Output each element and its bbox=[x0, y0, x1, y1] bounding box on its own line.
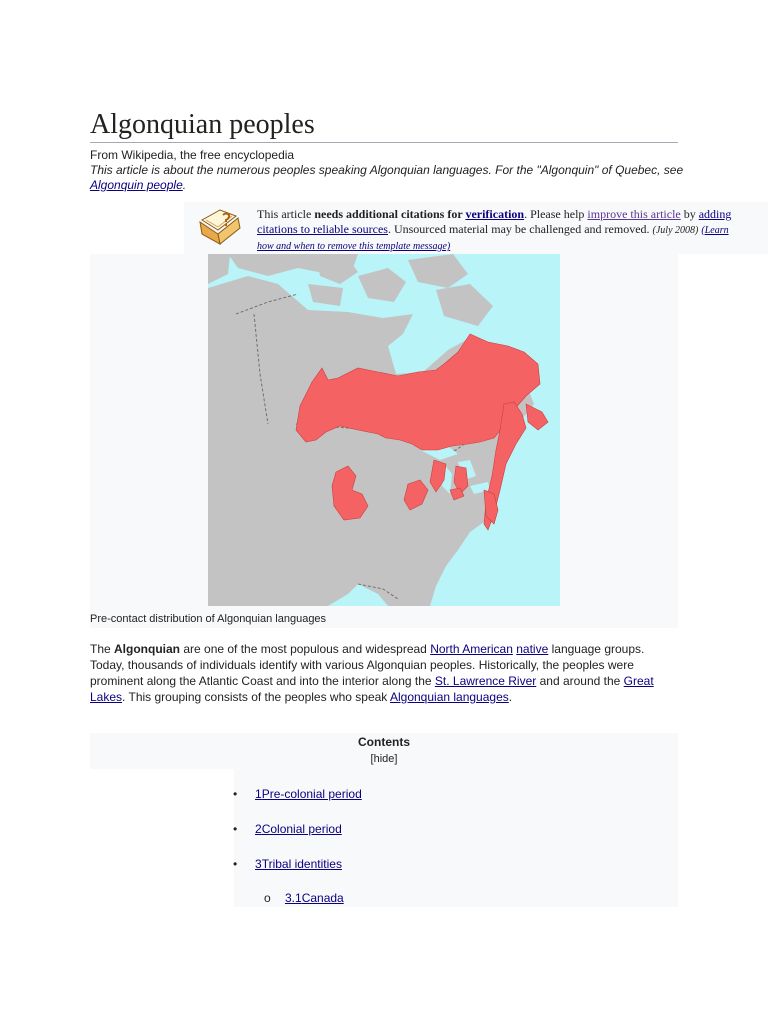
notice-date: (July 2008) bbox=[652, 225, 699, 236]
notice-text-3: by bbox=[680, 207, 699, 221]
algonquin-people-link[interactable]: Algonquin people bbox=[90, 178, 183, 192]
book-question-icon bbox=[196, 208, 244, 248]
toc-label: Colonial period bbox=[261, 822, 342, 836]
toc-number: 2 bbox=[255, 822, 262, 836]
citation-notice-box bbox=[184, 202, 768, 254]
intro-text-7: . bbox=[508, 690, 513, 704]
notice-text-2: . Please help bbox=[524, 207, 588, 221]
great-lakes-link[interactable]: Great Lakes bbox=[90, 674, 654, 704]
toc-label: Canada bbox=[301, 891, 344, 905]
native-link[interactable]: native bbox=[516, 642, 549, 656]
intro-bold-term: Algonquian bbox=[114, 642, 181, 656]
notice-bold: needs additional citations for bbox=[314, 207, 466, 221]
distribution-map[interactable] bbox=[208, 254, 560, 606]
adding-citations-link[interactable]: adding citations to reliable sources bbox=[257, 207, 732, 236]
citation-notice-text bbox=[257, 207, 733, 254]
intro-paragraph bbox=[90, 641, 656, 705]
learn-how-link[interactable]: (Learn how and when to remove this template message) bbox=[257, 225, 729, 252]
toc-item-pre-colonial[interactable] bbox=[255, 787, 362, 801]
toc-header bbox=[90, 733, 678, 769]
toc-number: 1 bbox=[255, 787, 262, 801]
intro-text-2: are one of the most populous and widespread bbox=[180, 642, 431, 656]
intro-text-6: . This grouping consists of the peoples who speak bbox=[122, 690, 390, 704]
site-tagline: From Wikipedia, the free encyclopedia bbox=[90, 148, 295, 162]
toc-number: 3 bbox=[255, 857, 262, 871]
toc-bullet: • bbox=[233, 857, 238, 871]
intro-text-4: language groups. Today, thousands of individuals identify with various Algonquian peoples. Historically, the peoples were prominent along the Atlantic Coast and into the interior along the bbox=[90, 642, 645, 688]
map-caption: Pre-contact distribution of Algonquian languages bbox=[90, 613, 327, 625]
notice-text-4: . Unsourced material may be challenged and removed. bbox=[387, 222, 653, 236]
improve-article-link[interactable]: improve this article bbox=[587, 207, 681, 221]
st-lawrence-link[interactable]: St. Lawrence River bbox=[434, 674, 537, 688]
toc-number: 3.1 bbox=[285, 891, 302, 905]
page-title: Algonquian peoples bbox=[90, 108, 678, 143]
toc-label: Pre-colonial period bbox=[261, 787, 362, 801]
toc-item-tribal-identities[interactable] bbox=[255, 857, 342, 871]
toc-label: Tribal identities bbox=[261, 857, 342, 871]
table-of-contents bbox=[90, 733, 678, 907]
intro-text-1: The bbox=[90, 642, 115, 656]
toc-item-colonial[interactable] bbox=[255, 822, 342, 836]
hatnote-text: This article is about the numerous peoples speaking Algonquian languages. For the "Algonquin" of Quebec, see bbox=[90, 163, 684, 177]
toc-bullet: • bbox=[233, 787, 238, 801]
toc-title: Contents bbox=[358, 735, 410, 749]
toc-list bbox=[234, 769, 678, 907]
algonquian-languages-link[interactable]: Algonquian languages bbox=[389, 690, 509, 704]
verification-link[interactable]: verification bbox=[465, 207, 525, 221]
toc-bullet: • bbox=[233, 822, 238, 836]
hatnote-end: . bbox=[182, 178, 187, 192]
hatnote bbox=[90, 163, 690, 193]
toc-item-canada[interactable] bbox=[285, 891, 344, 905]
map-figure bbox=[90, 254, 678, 628]
toc-sub-bullet: o bbox=[264, 891, 271, 905]
toc-hide-toggle[interactable]: [hide] bbox=[370, 753, 398, 765]
intro-text-5: and around the bbox=[536, 674, 624, 688]
north-american-link[interactable]: North American bbox=[430, 642, 513, 656]
notice-text-1: This article bbox=[257, 207, 315, 221]
